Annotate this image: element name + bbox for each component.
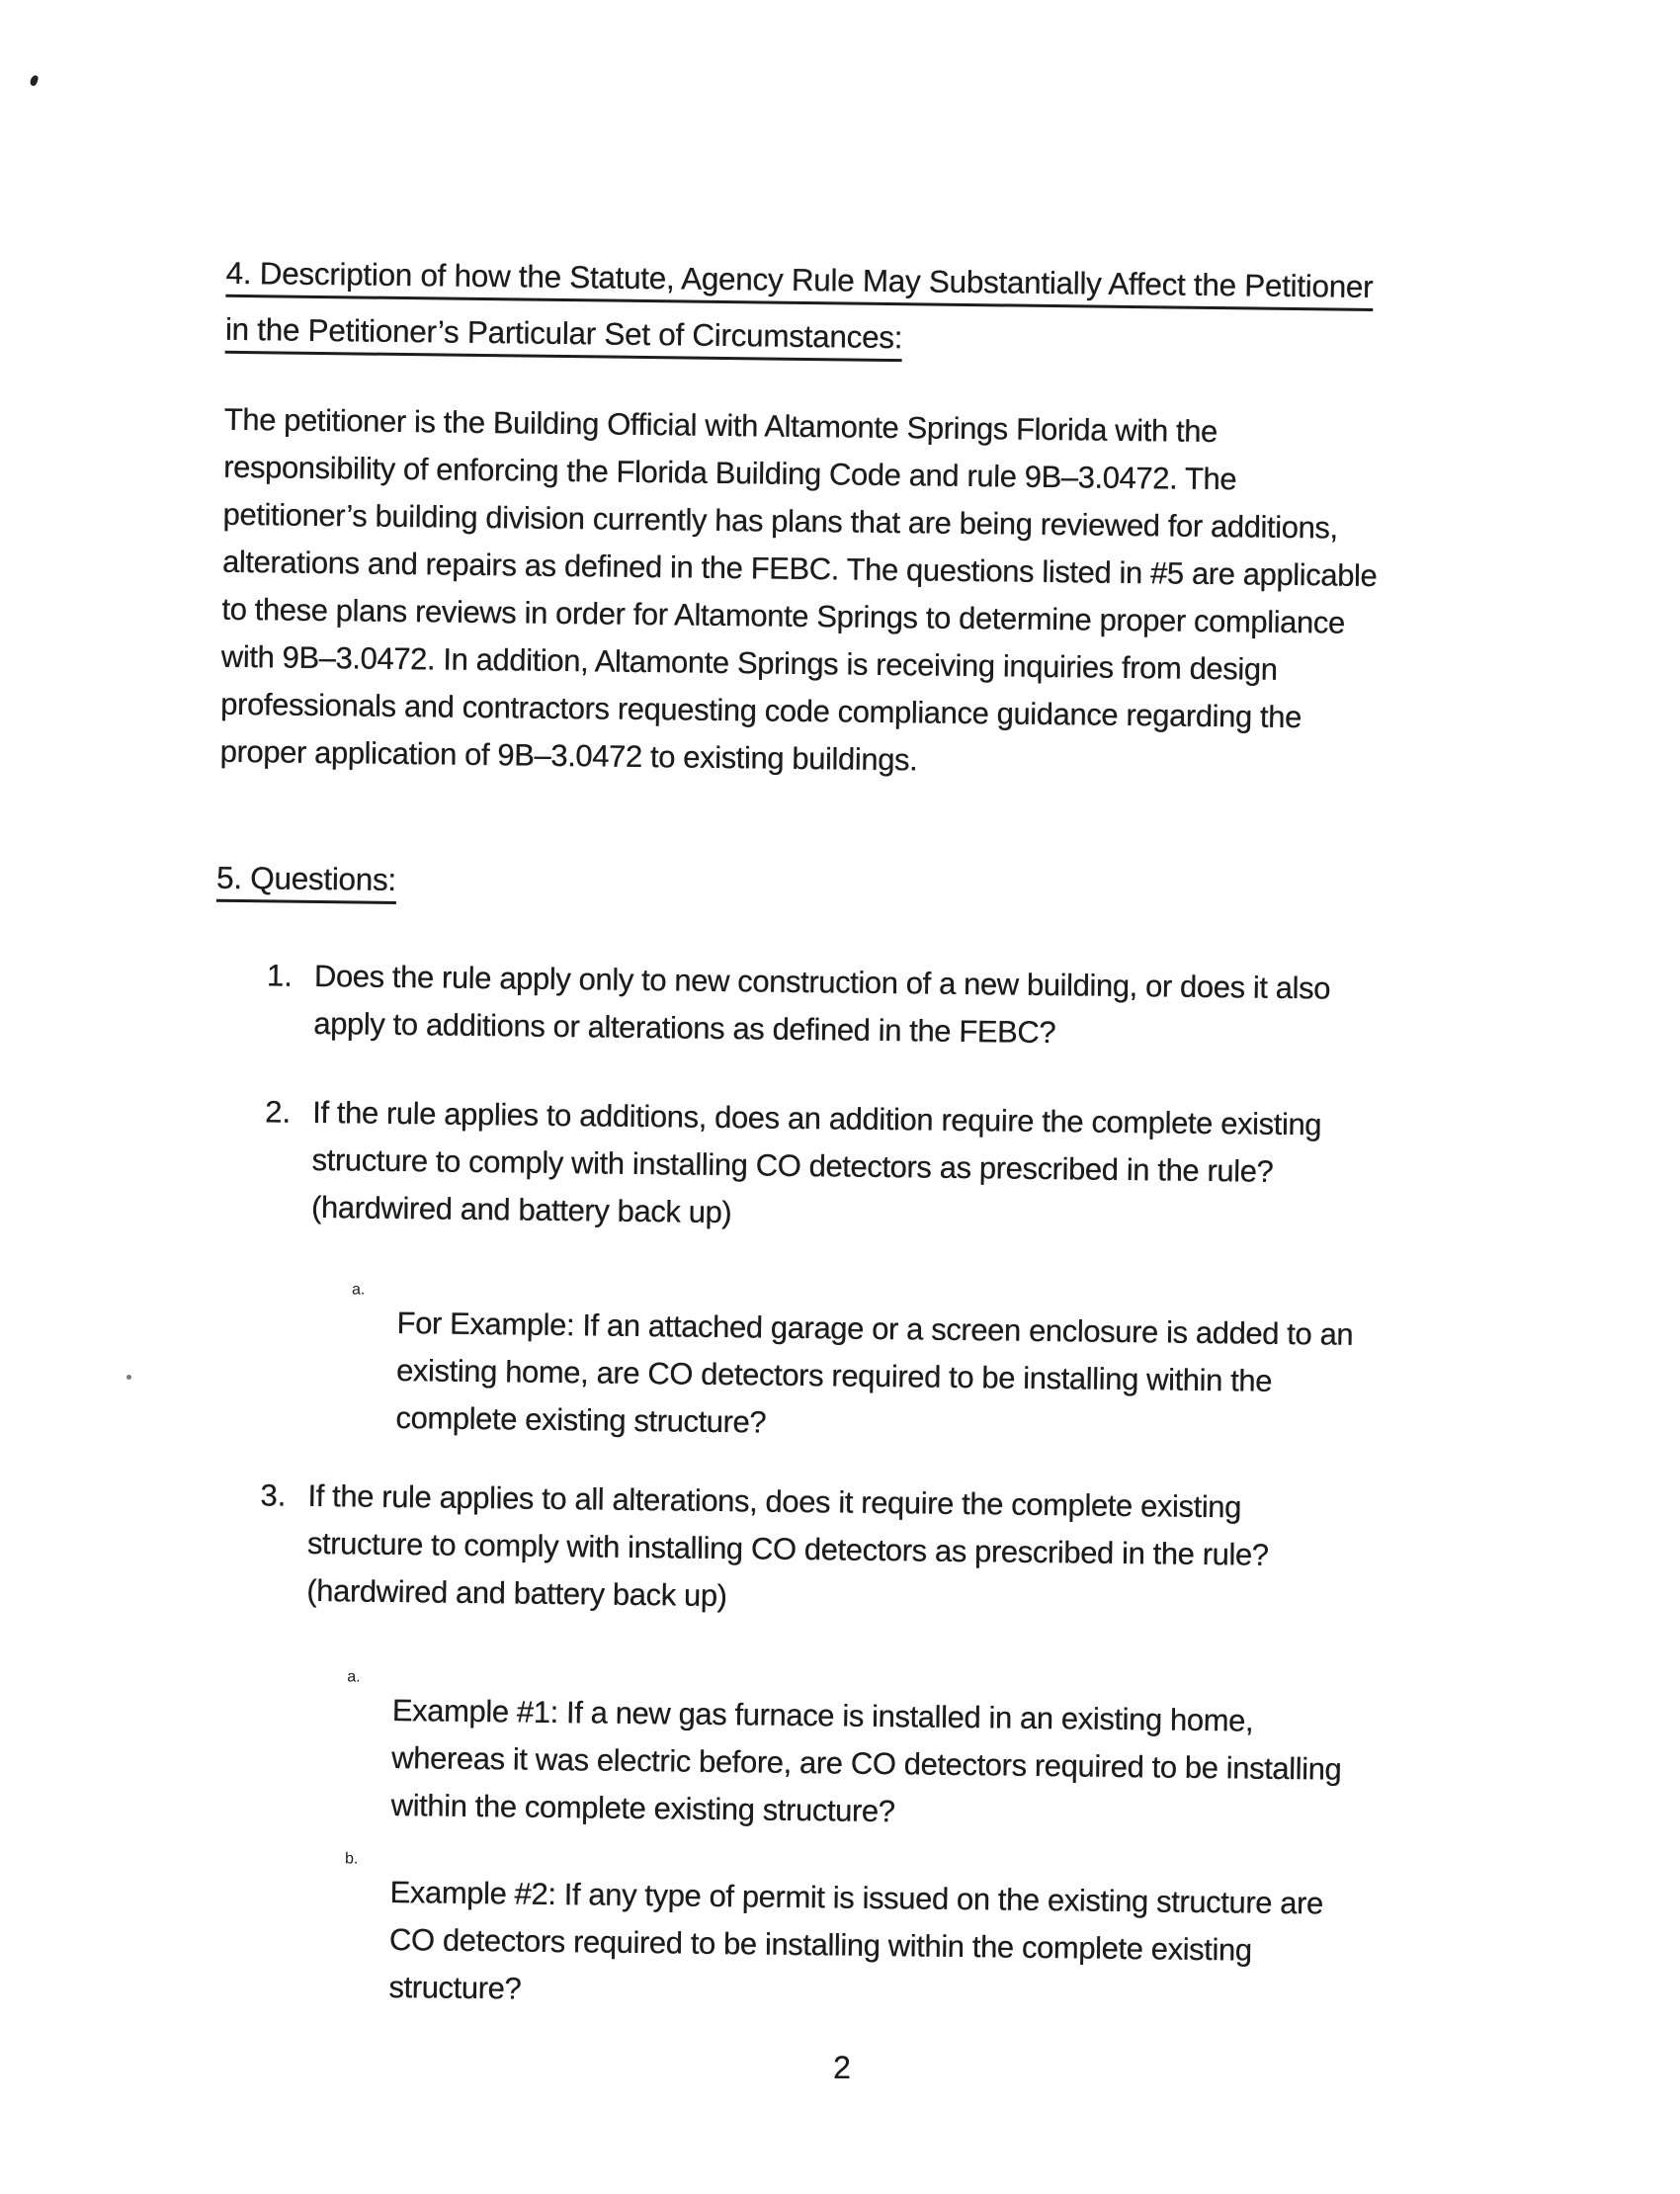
text-line: structure to comply with installing CO detectors as prescribed in the rule? <box>306 1525 1269 1572</box>
question-2a <box>350 1281 1354 1453</box>
text-line: whereas it was electric before, are CO detectors required to be installing <box>391 1739 1342 1787</box>
text-line: alterations and repairs as defined in the FEBC. The questions listed in #5 are applicable <box>221 544 1378 594</box>
section-5-heading <box>216 857 396 915</box>
text-line: petitioner’s building division currently has plans that are being reviewed for additions, <box>222 496 1338 546</box>
text-line: If the rule applies to all alterations, does it require the complete existing <box>307 1477 1242 1525</box>
text-line: (hardwired and battery back up) <box>306 1572 727 1614</box>
section-4-heading <box>225 252 1374 379</box>
section-4-paragraph <box>219 396 1379 790</box>
question-number: 2. <box>265 1094 292 1130</box>
text-line: Does the rule apply only to new construction of a new building, or does it also <box>313 958 1331 1006</box>
text-line: Example #1: If a new gas furnace is installed in an existing home, <box>391 1692 1254 1738</box>
text-line: structure? <box>388 1969 522 2006</box>
heading-line: in the Petitioner’s Particular Set of Circumstances: <box>225 308 903 362</box>
heading-line: 4. Description of how the Statute, Agency Rule May Substantially Affect the Petitioner <box>225 252 1373 311</box>
text-line: (hardwired and battery back up) <box>310 1189 732 1230</box>
text-line: with 9B–3.0472. In addition, Altamonte Springs is receiving inquiries from design <box>220 638 1278 687</box>
text-line: Example #2: If any type of permit is issued on the existing structure are <box>389 1874 1324 1921</box>
text-line: apply to additions or alterations as defined in the FEBC? <box>313 1005 1056 1051</box>
question-2 <box>264 1088 1322 1243</box>
question-3a <box>345 1668 1342 1840</box>
text-line: CO detectors required to be installing within the complete existing <box>388 1921 1252 1968</box>
text-line: professionals and contractors requesting code compliance guidance regarding the <box>220 686 1302 735</box>
question-number: 1. <box>266 958 294 993</box>
question-3b <box>343 1850 1323 2022</box>
heading-line: 5. Questions: <box>216 857 396 904</box>
question-3 <box>259 1472 1269 1626</box>
question-number: 3. <box>260 1477 287 1513</box>
text-line: structure to comply with installing CO detectors as prescribed in the rule? <box>311 1141 1274 1189</box>
text-line: If the rule applies to additions, does an addition require the complete existing <box>312 1094 1322 1142</box>
text-line: proper application of 9B–3.0472 to existing buildings. <box>219 733 918 778</box>
sub-question-letter: a. <box>351 1281 366 1299</box>
text-line: For Example: If an attached garage or a screen enclosure is added to an <box>396 1306 1354 1352</box>
text-line: to these plans reviews in order for Altamonte Springs to determine proper compliance <box>221 591 1346 640</box>
text-line: existing home, are CO detectors required to be installing within the <box>395 1353 1273 1398</box>
sub-question-letter: b. <box>344 1850 359 1868</box>
text-line: complete existing structure? <box>395 1400 767 1440</box>
text-line: The petitioner is the Building Official with Altamonte Springs Florida with the <box>223 401 1218 450</box>
question-1 <box>266 952 1330 1059</box>
page-number: 2 <box>833 2050 851 2085</box>
sub-question-letter: a. <box>347 1668 361 1686</box>
text-line: within the complete existing structure? <box>390 1787 895 1829</box>
text-line: responsibility of enforcing the Florida Building Code and rule 9B–3.0472. The <box>223 449 1237 497</box>
